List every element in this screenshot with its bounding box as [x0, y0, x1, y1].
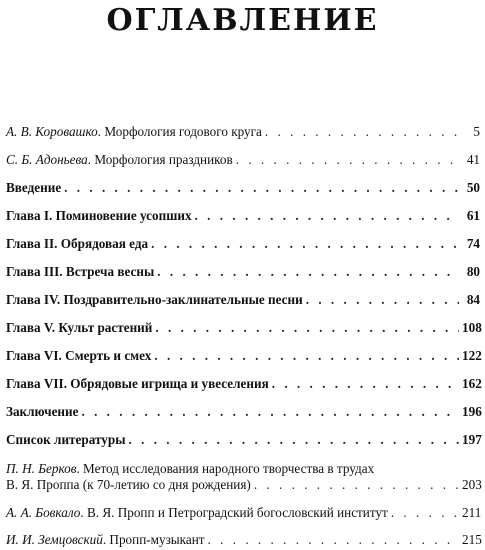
toc-entry[interactable]	[6, 236, 480, 252]
toc-entry-title: А. В. Коровашко. Морфология годового круга	[6, 124, 262, 139]
toc-entry-author: А. В. Коровашко	[6, 124, 98, 139]
toc-entry-author: С. Б. Адоньева	[6, 152, 88, 167]
toc-entry-page: 215	[462, 532, 482, 547]
toc-entry-page: 108	[462, 320, 482, 335]
toc-entry-page: 122	[462, 348, 482, 363]
leader-dots	[81, 404, 459, 420]
toc-entry[interactable]	[6, 152, 480, 168]
leader-dots	[129, 432, 459, 448]
toc-entry-title: Глава I. Поминовение усопших	[6, 208, 192, 223]
toc-entry[interactable]	[6, 320, 480, 336]
toc-entry-title: Глава VII. Обрядовые игрища и увеселения	[6, 376, 269, 391]
toc-entry-title-continuation: В. Я. Проппа (к 70-летию со дня рождения)	[6, 477, 251, 492]
toc-entry-title: И. И. Земцовский. Пропп-музыкант	[6, 532, 205, 547]
toc-entry[interactable]	[6, 461, 480, 493]
toc-entry-page: 211	[462, 505, 482, 520]
toc-entry-title: Заключение	[6, 404, 79, 419]
toc-entry-author: А. А. Бовкало	[6, 505, 81, 520]
toc-entry-page: 50	[466, 180, 480, 195]
leader-dots	[195, 208, 459, 224]
toc-entry-page: 162	[462, 376, 482, 391]
toc-entry[interactable]	[6, 124, 480, 140]
toc-entry-page: 74	[466, 236, 480, 251]
leader-dots	[236, 152, 459, 168]
toc-entry[interactable]	[6, 532, 480, 548]
toc-entry-page: 196	[462, 404, 482, 419]
toc-entry[interactable]	[6, 348, 480, 364]
toc-entry[interactable]	[6, 292, 480, 308]
toc-entry-page: 203	[462, 477, 482, 492]
leader-dots	[254, 477, 459, 493]
toc-entry[interactable]	[6, 376, 480, 392]
leader-dots	[208, 532, 459, 548]
toc-entry-page: 61	[466, 208, 480, 223]
toc-entry-author: П. Н. Берков	[6, 461, 77, 476]
toc-entry[interactable]	[6, 264, 480, 280]
leader-dots	[155, 320, 459, 336]
toc-entry-author: И. И. Земцовский	[6, 532, 103, 547]
page-title: ОГЛАВЛЕНИЕ	[106, 3, 379, 38]
leader-dots	[306, 292, 459, 308]
toc-entry-title: Глава V. Культ растений	[6, 320, 153, 335]
toc-entry-page: 84	[466, 292, 480, 307]
toc-entry-title: П. Н. Берков. Метод исследования народного творчества в трудах	[6, 461, 375, 476]
leader-dots	[272, 376, 459, 392]
toc-entry-title: Введение	[6, 180, 62, 195]
leader-dots	[64, 180, 459, 196]
leader-dots	[391, 505, 459, 521]
toc-entry-title: Глава III. Встреча весны	[6, 264, 155, 279]
leader-dots	[157, 264, 459, 280]
leader-dots	[265, 124, 459, 140]
toc-entry[interactable]	[6, 180, 480, 196]
leader-dots	[154, 348, 459, 364]
toc-entry-title: А. А. Бовкало. В. Я. Пропп и Петроградский богословский институт	[6, 505, 388, 520]
toc-entry-page: 197	[462, 432, 482, 447]
toc-entry-title: Список литературы	[6, 432, 126, 447]
toc-entry[interactable]	[6, 432, 480, 448]
toc-entry-title: Глава VI. Смерть и смех	[6, 348, 152, 363]
toc-entry[interactable]	[6, 208, 480, 224]
toc-entry-title: Глава IV. Поздравительно-заклинательные песни	[6, 292, 303, 307]
toc-entry-page: 5	[473, 124, 480, 139]
toc-entry-page: 41	[466, 152, 480, 167]
toc-entry[interactable]	[6, 404, 480, 420]
toc-entry[interactable]	[6, 505, 480, 521]
toc-entry-title: Глава II. Обрядовая еда	[6, 236, 149, 251]
toc-entry-title: С. Б. Адоньева. Морфология праздников	[6, 152, 233, 167]
toc-entry-page: 80	[466, 264, 480, 279]
leader-dots	[151, 236, 459, 252]
